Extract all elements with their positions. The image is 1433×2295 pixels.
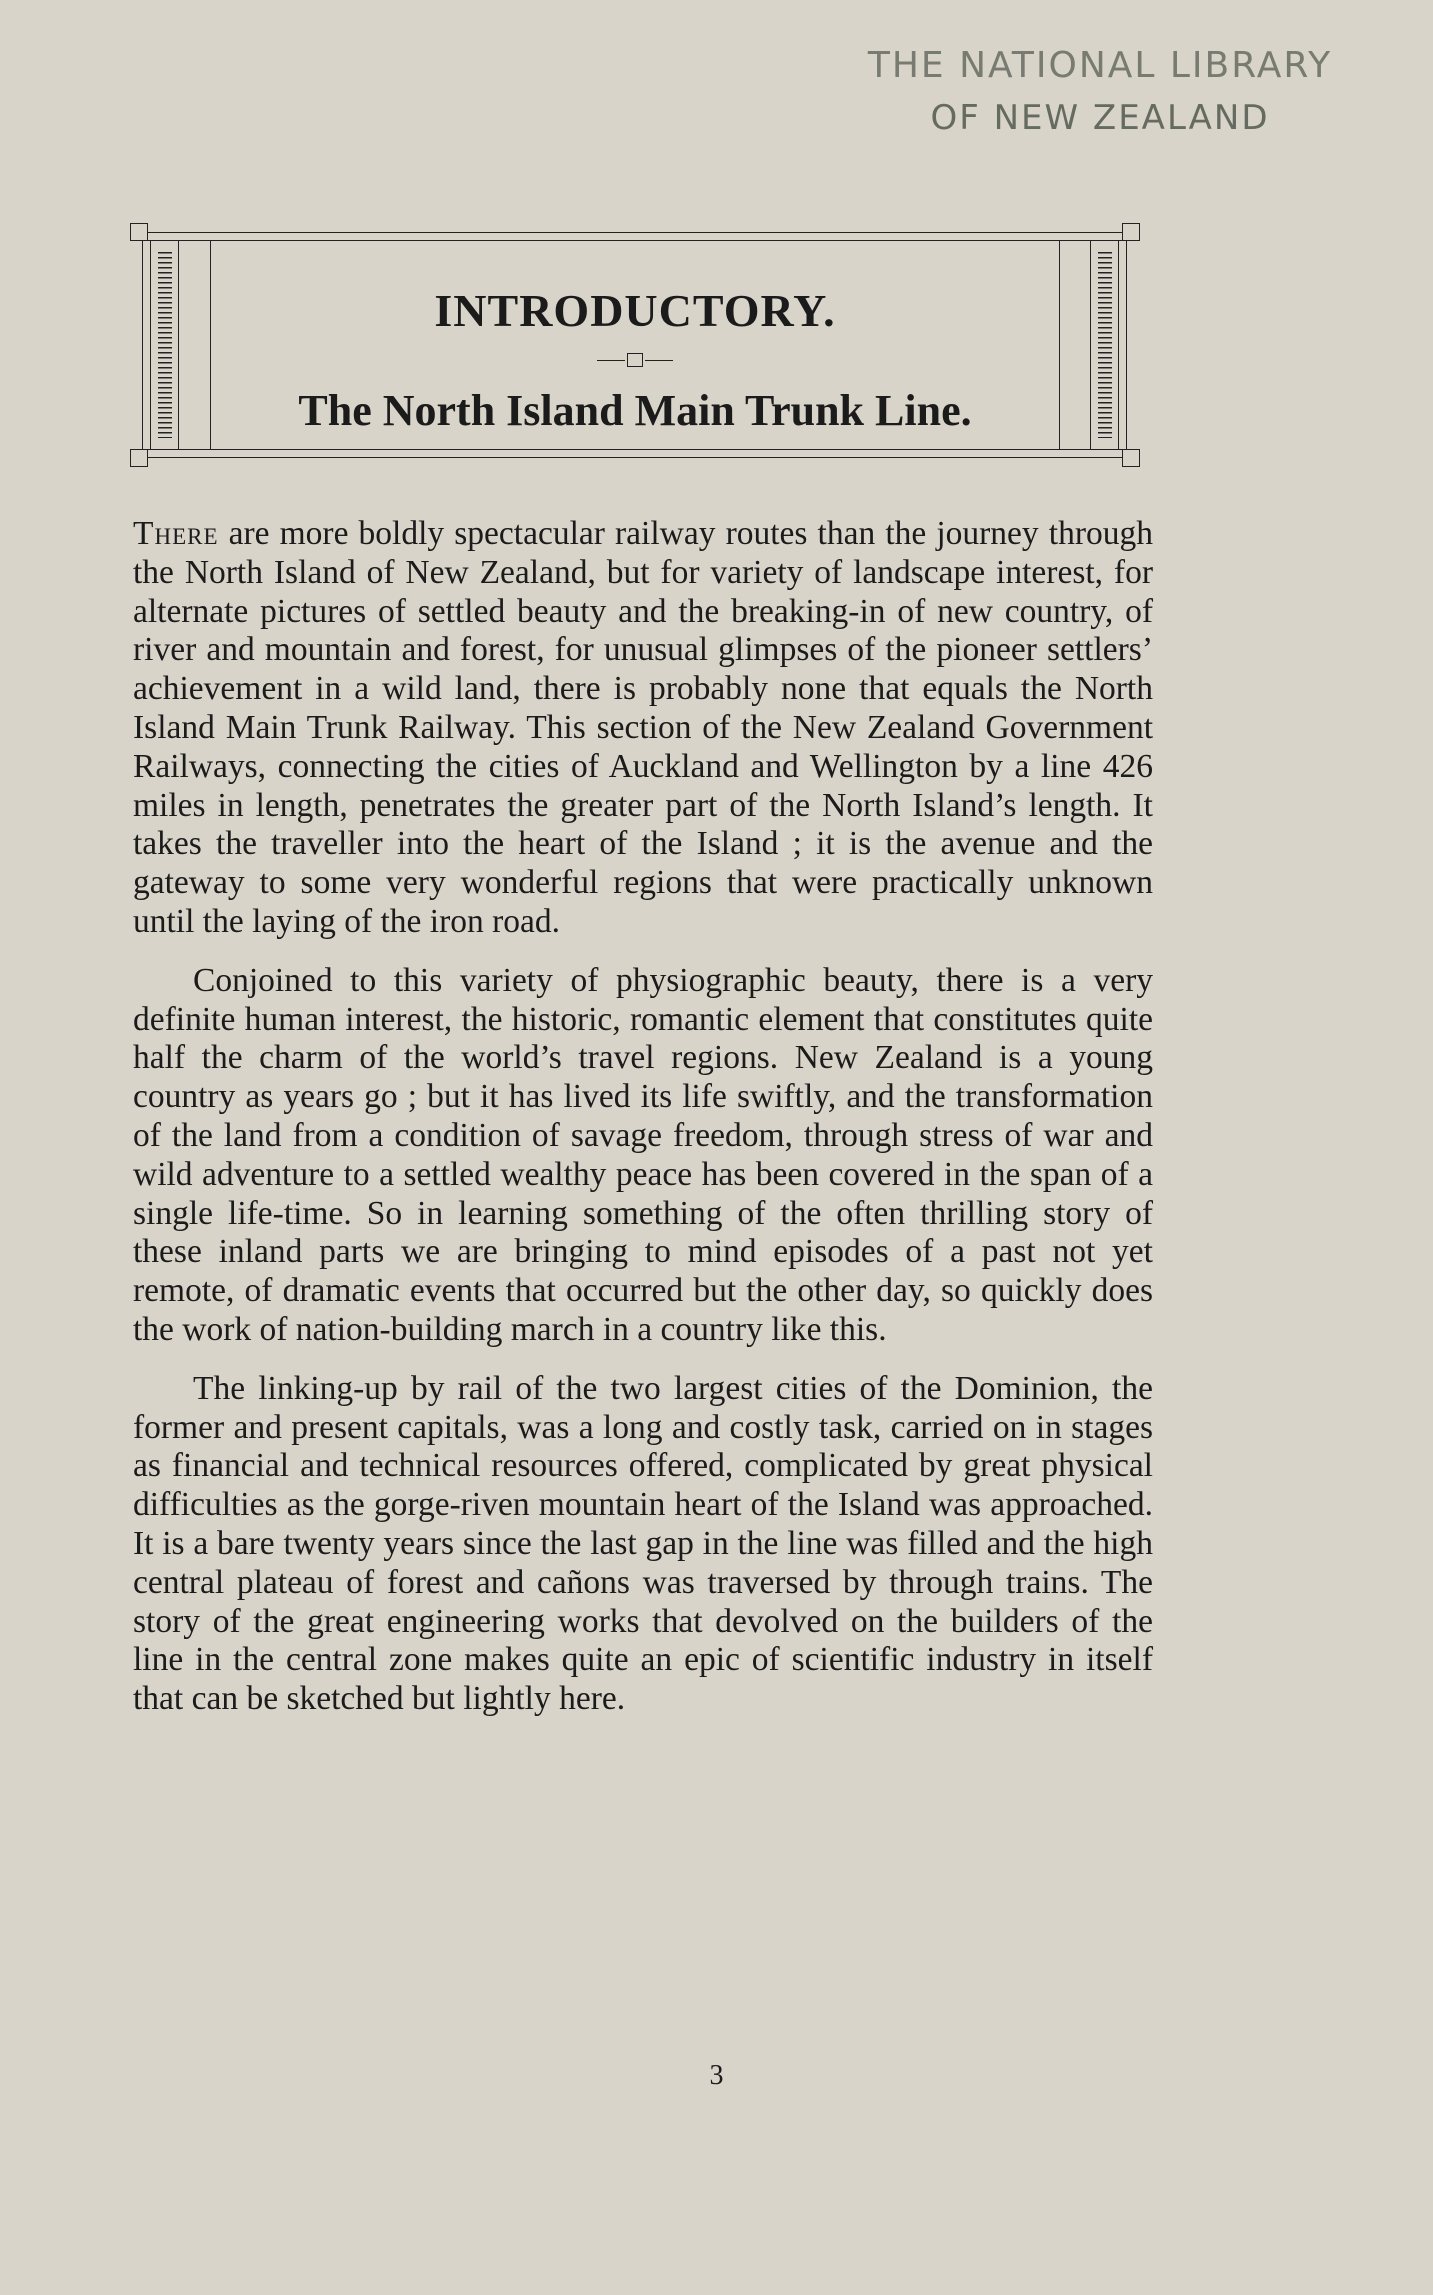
stamp-line-1: THE NATIONAL LIBRARY [867, 45, 1333, 86]
paragraph-1-text: are more boldly spectacular railway routes than the journey through the North Island of New Zealand, but for variety of landscape interest, for alternate pictures of settled beauty and the breaking-in of new country, of river and mountain and forest, for unusual glimpses of the pioneer settlers’ achievement in a wild land, there is probably none that equals the North Island Main Trunk Railway. This section of the New Zealand Government Railways, connecting the cities of Auckland and Wellington by a line 426 miles in length, penetrates the greater part of the North Island’s length. It takes the traveller into the heart of the Island ; it is the avenue and the gateway to some very wonderful regions that were practically unknown until the laying of the iron road. [133, 515, 1153, 940]
frame-corner-ornament [130, 449, 148, 467]
chapter-title: INTRODUCTORY. [434, 285, 836, 336]
frame-corner-ornament [130, 223, 148, 241]
paragraph-2: Conjoined to this variety of physiographic beauty, there is a very definite human interest, the historic, romantic element that constitutes quite half the charm of the world’s travel regions. New Zealand is a young country as years go ; but it has lived its life swiftly, and the transformation of the land from a condition of savage freedom, through stress of war and wild adventure to a settled wealthy peace has been covered in the span of a single life-time. So in learning something of the often thrilling story of these inland parts we are bringing to mind episodes of a past not yet remote, of dramatic events that occurred but the other day, so quickly does the work of nation-building march in a country like this. [133, 961, 1153, 1348]
frame-rule-bottom [148, 457, 1122, 458]
title-ornament [211, 345, 1059, 375]
frame-corner-ornament [1122, 223, 1140, 241]
frame-left-rail [138, 240, 190, 450]
library-stamp [830, 40, 1370, 144]
chapter-subtitle: The North Island Main Trunk Line. [298, 386, 972, 435]
frame-right-rail [1080, 240, 1132, 450]
page-number: 3 [709, 2060, 724, 2091]
body-text [133, 515, 1153, 1739]
chapter-header-frame [130, 220, 1140, 470]
frame-rule-top [148, 232, 1122, 233]
paragraph-lead-word: There [133, 515, 219, 552]
frame-corner-ornament [1122, 449, 1140, 467]
header-panel [210, 240, 1060, 450]
paragraph-1 [133, 515, 1153, 942]
stamp-line-2: OF NEW ZEALAND [930, 98, 1270, 138]
paragraph-3: The linking-up by rail of the two largest cities of the Dominion, the former and present capitals, was a long and costly task, carried on in stages as financial and technical resources offered, complicated by great physical difficulties as the gorge-riven mountain heart of the Island was approached. It is a bare twenty years since the last gap in the line was filled and the high central plateau of forest and cañons was traversed by through trains. The story of the great engineering works that devolved on the builders of the line in the central zone makes quite an epic of scientific industry in itself that can be sketched but lightly here. [133, 1369, 1153, 1718]
